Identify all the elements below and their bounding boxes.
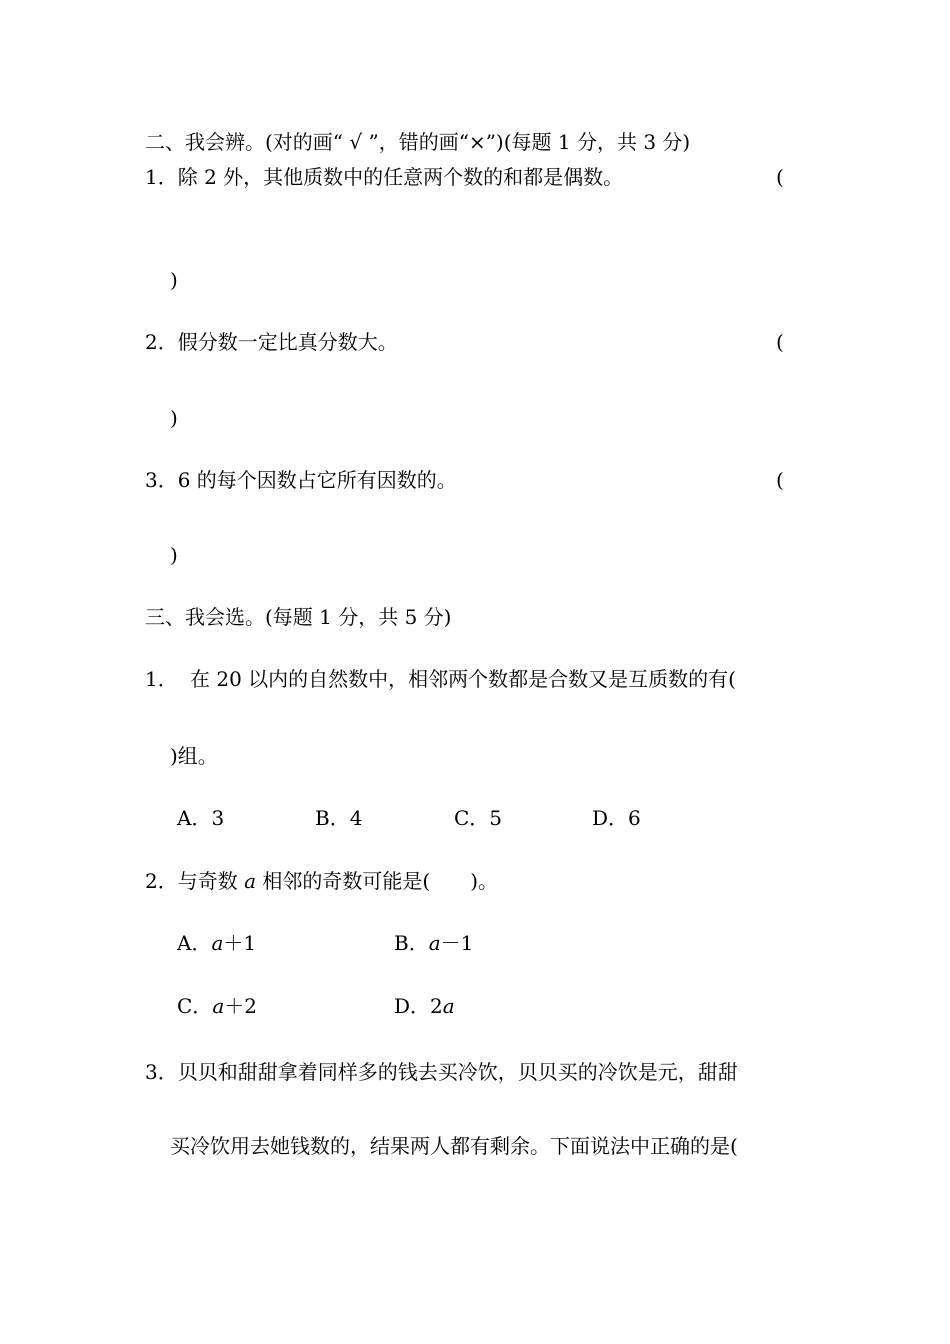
section-3-heading: 三、我会选。(每题 1 分，共 5 分) [145, 605, 452, 629]
s2-q2-answer-open-paren: ( [776, 330, 784, 354]
s3-q3-line-2: 买冷饮用去她钱数的，结果两人都有剩余。下面说法中正确的是( [170, 1134, 738, 1158]
s3-q1-option-d: D．6 [592, 806, 641, 830]
s3-q2-option-a: A．a＋1 [177, 931, 257, 955]
s2-q1-answer-open-paren: ( [776, 165, 784, 189]
s3-q2-option-c: C．a＋2 [177, 994, 257, 1018]
s3-q3-line-1: 3．贝贝和甜甜拿着同样多的钱去买冷饮，贝贝买的冷饮是元，甜甜 [145, 1060, 738, 1084]
s2-q2-answer-close-paren: ) [170, 406, 178, 430]
s2-q1-answer-close-paren: ) [170, 268, 178, 292]
s3-q1-number: 1． [145, 667, 178, 691]
s2-question-2: 2．假分数一定比真分数大。 [145, 330, 398, 354]
s2-question-3: 3．6 的每个因数占它所有因数的。 [145, 468, 457, 492]
s2-question-1: 1．除 2 外，其他质数中的任意两个数的和都是偶数。 [145, 165, 624, 189]
s2-q3-answer-close-paren: ) [170, 543, 178, 567]
s3-q2-option-b: B．a－1 [394, 931, 474, 955]
s3-q1-line-2: )组。 [170, 744, 218, 768]
s3-q1-option-c: C．5 [454, 806, 503, 830]
section-2-heading: 二、我会辨。(对的画“ √ ”，错的画“×”)(每题 1 分，共 3 分) [145, 130, 691, 154]
s3-q1-line-1: 在 20 以内的自然数中，相邻两个数都是合数又是互质数的有( [190, 667, 736, 691]
s3-q2-text: 2．与奇数 a 相邻的奇数可能是( )。 [145, 869, 498, 893]
s3-q1-option-a: A．3 [177, 806, 225, 830]
s2-q3-answer-open-paren: ( [776, 468, 784, 492]
s3-q1-option-b: B．4 [315, 806, 363, 830]
s3-q2-option-d: D．2a [394, 994, 455, 1018]
